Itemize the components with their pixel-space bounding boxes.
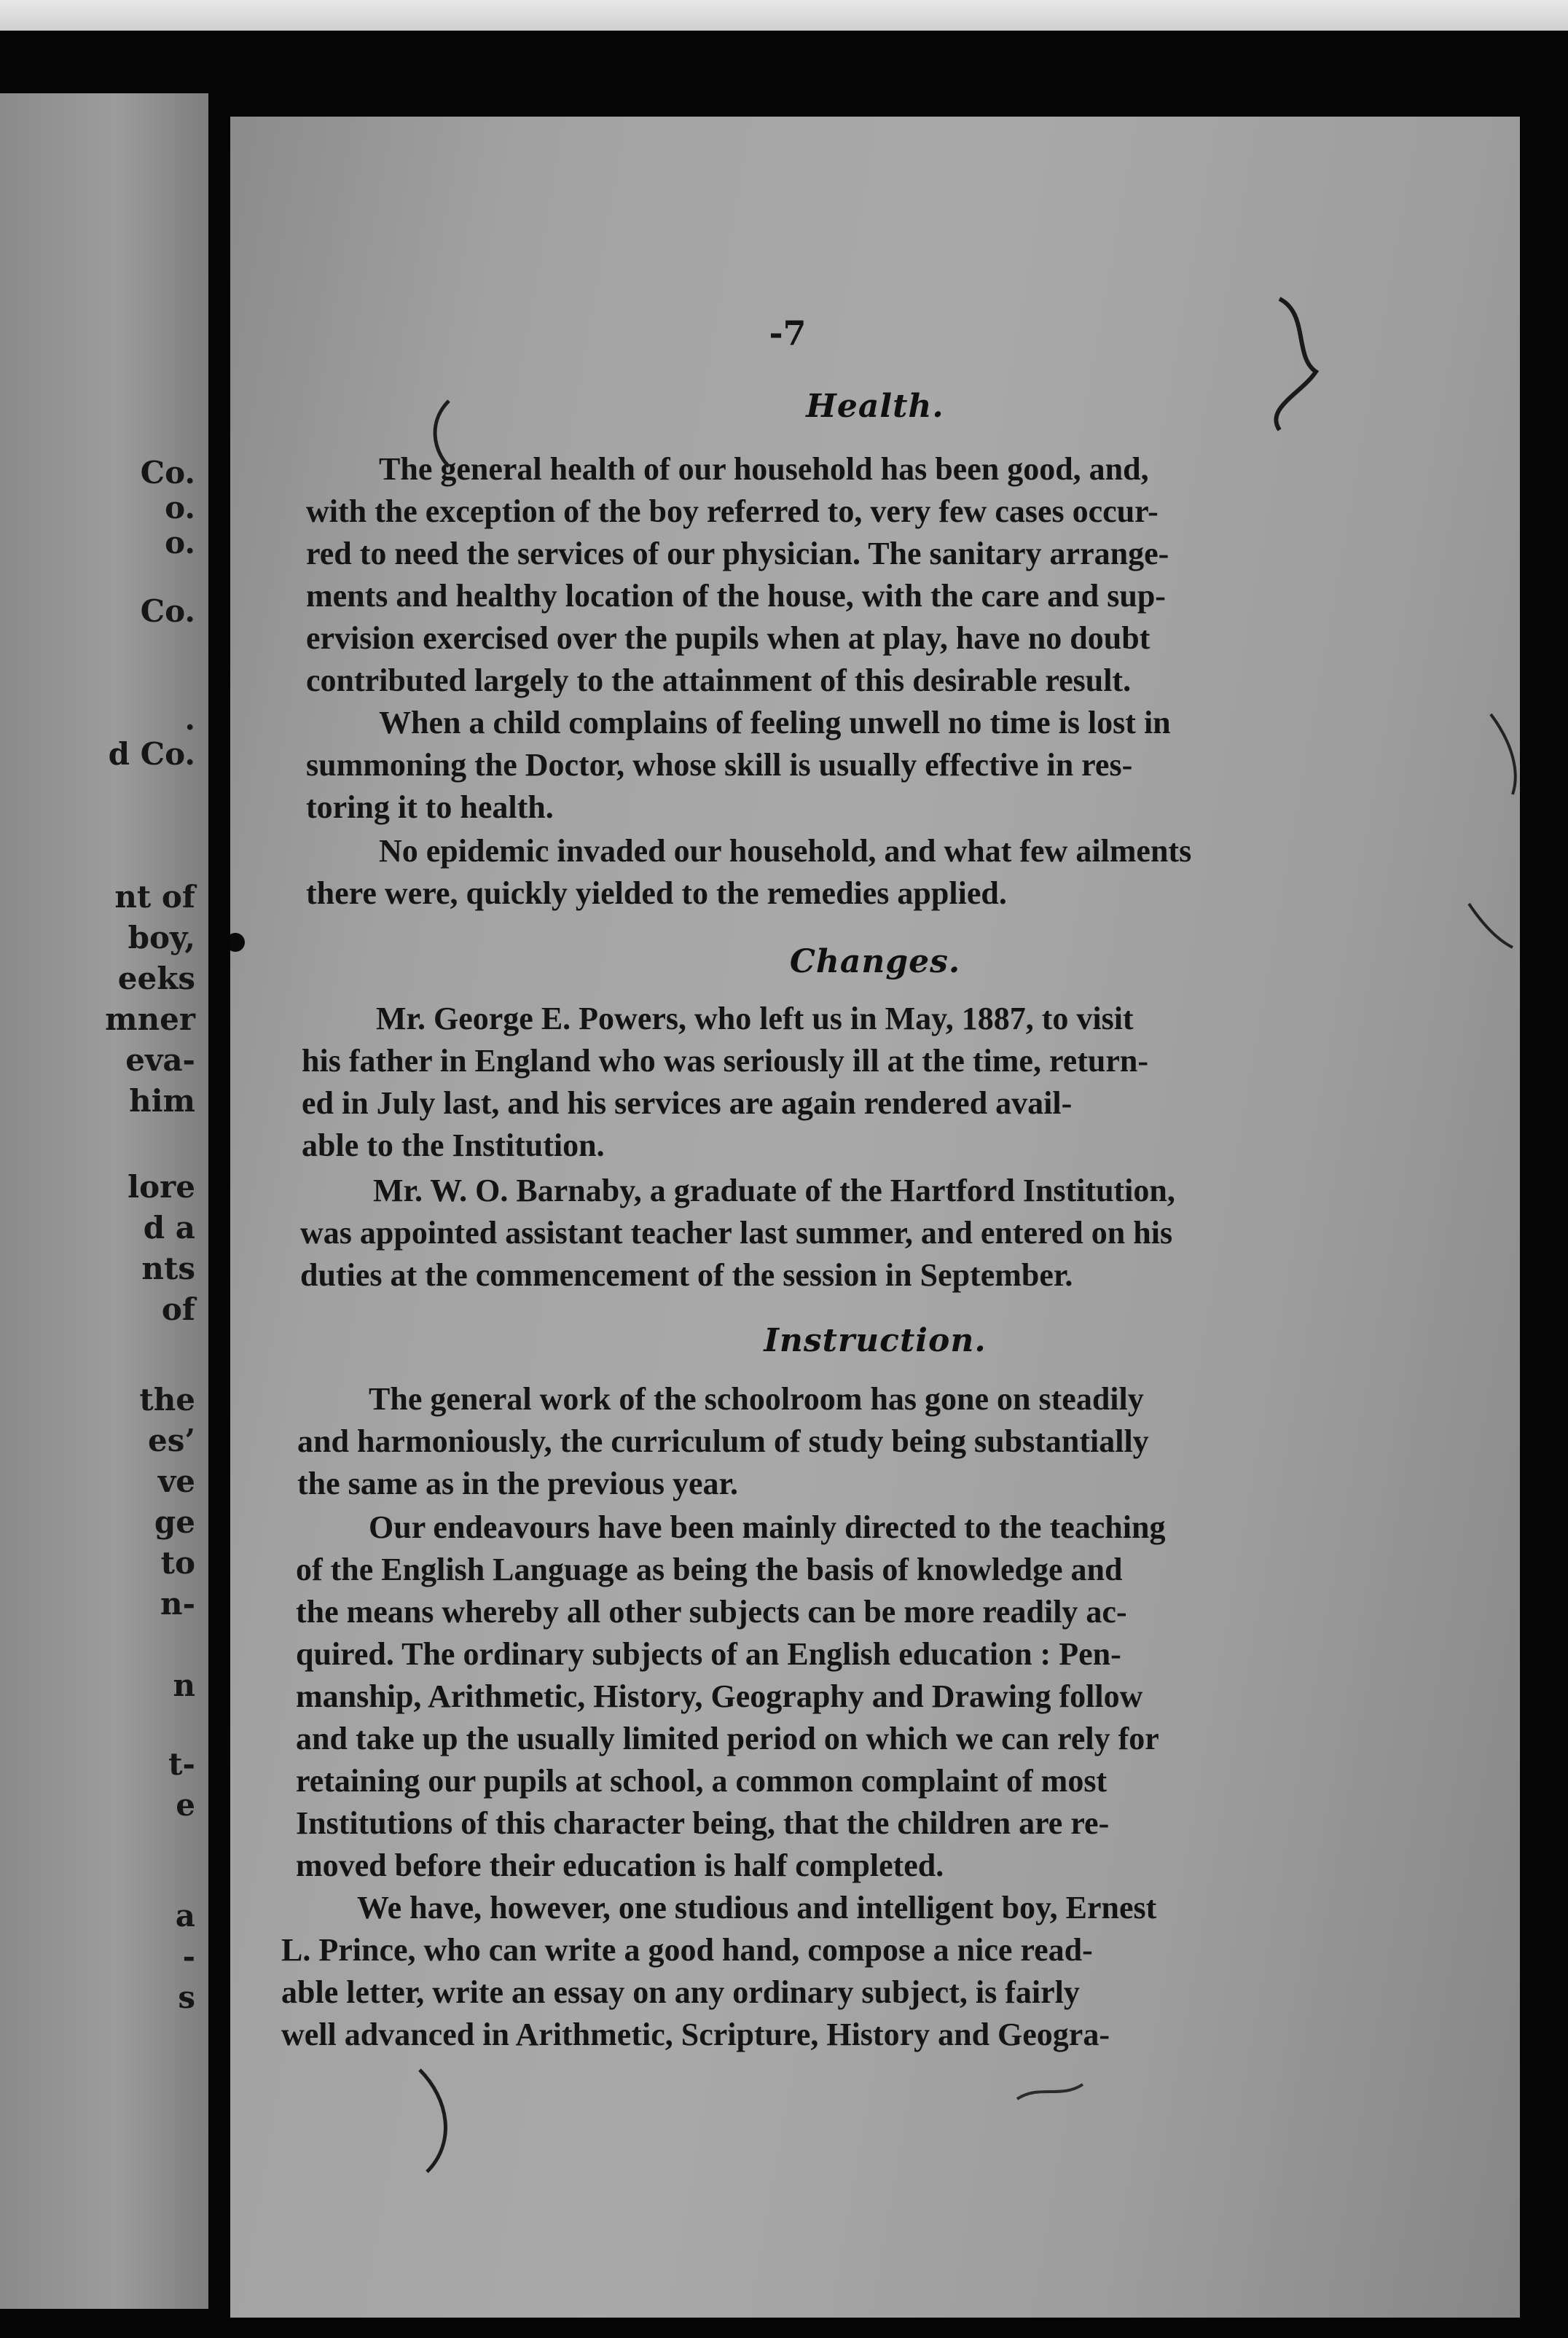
left-page-line: the [139, 1382, 195, 1418]
left-page-line: Co. [140, 455, 195, 490]
left-page-line: a [175, 1898, 195, 1934]
section-heading-instruction: Instruction. [764, 1322, 987, 1359]
text-line: Mr. George E. Powers, who left us in May, 1887, to visit [376, 1001, 1134, 1036]
text-line: was appointed assistant teacher last summer, and entered on his [300, 1215, 1173, 1251]
left-page-line: to [160, 1545, 195, 1581]
left-page-line: es’ [148, 1423, 195, 1458]
book-gutter [208, 109, 230, 2318]
section-heading-health: Health. [806, 388, 944, 425]
ink-scratches [230, 117, 1520, 2318]
left-page-line: - [182, 1939, 195, 1974]
text-line: ervision exercised over the pupils when at play, have no doubt [306, 620, 1150, 656]
left-page-line: eeks [117, 961, 195, 996]
text-line: quired. The ordinary subjects of an English education : Pen- [296, 1636, 1121, 1672]
left-page-line: s [178, 1979, 195, 2015]
left-page-line: o. [165, 525, 195, 560]
text-line: L. Prince, who can write a good hand, compose a nice read- [281, 1932, 1093, 1968]
text-line: When a child complains of feeling unwell no time is lost in [379, 705, 1171, 740]
left-page-line: eva- [125, 1042, 195, 1078]
text-line: We have, however, one studious and intelligent boy, Ernest [357, 1890, 1157, 1925]
left-page-line: n [173, 1668, 195, 1703]
text-line: The general health of our household has been good, and, [379, 451, 1149, 487]
text-line: able letter, write an essay on any ordinary subject, is fairly [281, 1974, 1080, 2010]
text-line: able to the Institution. [302, 1127, 605, 1163]
text-line: contributed largely to the attainment of this desirable result. [306, 662, 1132, 698]
left-page-line: o. [165, 490, 195, 525]
left-page-line: d a [143, 1210, 195, 1246]
text-line: The general work of the schoolroom has gone on steadily [369, 1381, 1144, 1417]
text-line: moved before their education is half completed. [296, 1848, 944, 1883]
text-line: the means whereby all other subjects can be more readily ac- [296, 1594, 1127, 1630]
text-line: retaining our pupils at school, a common complaint of most [296, 1763, 1108, 1799]
text-line: and harmoniously, the curriculum of study being substantially [297, 1423, 1149, 1459]
left-page-line: d Co. [108, 736, 195, 772]
text-line: there were, quickly yielded to the remedies applied. [306, 875, 1007, 911]
text-line: summoning the Doctor, whose skill is usually effective in res- [306, 747, 1133, 783]
text-line: of the English Language as being the basis of knowledge and [296, 1552, 1123, 1587]
text-line: with the exception of the boy referred to, very few cases occur- [306, 493, 1159, 529]
left-page-line: e [176, 1787, 195, 1823]
left-page-line: . [184, 701, 195, 737]
left-page-line: lore [128, 1169, 195, 1205]
left-page-line: of [161, 1291, 195, 1327]
text-line: and take up the usually limited period on which we can rely for [296, 1721, 1159, 1756]
page-number: -7 [769, 313, 807, 353]
text-line: Mr. W. O. Barnaby, a graduate of the Hartford Institution, [373, 1173, 1175, 1208]
left-page-line: t- [168, 1746, 195, 1782]
left-page-line: nt of [114, 879, 195, 915]
left-page-fragment [0, 93, 208, 2309]
left-page-line: ve [157, 1463, 195, 1499]
text-line: Our endeavours have been mainly directed to the teaching [369, 1509, 1166, 1545]
text-line: manship, Arithmetic, History, Geography and Drawing follow [296, 1678, 1143, 1714]
left-page-line: nts [141, 1251, 195, 1286]
text-line: ments and healthy location of the house, with the care and sup- [306, 578, 1166, 614]
text-line: the same as in the previous year. [297, 1466, 738, 1501]
left-page-line: n- [160, 1586, 195, 1622]
text-line: No epidemic invaded our household, and what few ailments [379, 833, 1192, 869]
text-line: well advanced in Arithmetic, Scripture, History and Geogra- [281, 2017, 1110, 2052]
top-strip [0, 0, 1568, 31]
text-line: his father in England who was seriously ill at the time, return- [302, 1043, 1148, 1079]
left-page-line: Co. [140, 593, 195, 629]
text-line: Institutions of this character being, that the children are re- [296, 1805, 1110, 1841]
left-page-line: boy, [128, 920, 195, 955]
text-line: duties at the commencement of the session in September. [300, 1257, 1073, 1293]
text-line: toring it to health. [306, 789, 554, 825]
left-page-line: mner [105, 1001, 195, 1037]
section-heading-changes: Changes. [789, 943, 961, 980]
left-page-line: ge [154, 1504, 195, 1540]
text-line: ed in July last, and his services are again rendered avail- [302, 1085, 1073, 1121]
text-line: red to need the services of our physician. The sanitary arrange- [306, 536, 1169, 571]
document-page [230, 117, 1520, 2318]
left-page-line: him [129, 1083, 195, 1119]
